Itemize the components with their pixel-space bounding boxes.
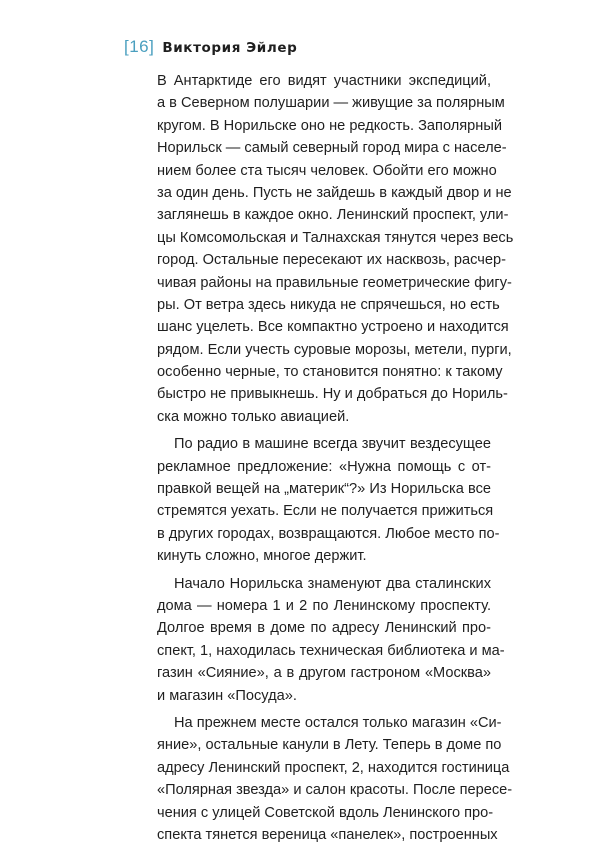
paragraph [157,712,513,846]
text-line: ры. От ветра здесь никуда не спрячешься, но есть [157,296,500,313]
text-line: кинуть сложно, многое держит. [157,548,367,565]
text-line: а в Северном полушарии — живущие за полярным [157,95,505,112]
text-line: газин «Сияние», а в другом гастроном «Москва» [157,665,491,682]
text-line: цы Комсомольская и Талнахская тянутся через весь [157,229,514,246]
body-text [157,70,514,846]
paragraph [157,70,514,428]
page-number: [16] [124,37,155,56]
text-line: ска можно только авиацией. [157,408,350,425]
text-line: чения с улицей Советской вдоль Ленинского про- [157,804,494,821]
paragraph [157,573,505,707]
text-line: быстро не привыкнешь. Ну и добраться до Нориль- [157,386,508,403]
text-line: спект, 1, находилась техническая библиотека и ма- [157,642,505,659]
text-line: чивая районы на правильные геометрические фигу- [157,274,512,291]
text-line: Долгое время в доме по адресу Ленинский про- [157,620,491,637]
text-line: На прежнем месте остался только магазин «Си- [174,714,502,731]
text-line: стремятся уехать. Если не получается прижиться [157,503,494,520]
text-line: спекта тянется вереница «панелек», построенных [157,826,498,843]
text-line: рядом. Если учесть суровые морозы, метели, пурги, [157,341,512,358]
text-line: город. Остальные пересекают их насквозь, расчер- [157,252,506,269]
text-line: нием более ста тысяч человек. Обойти его можно [157,162,497,179]
text-line: в других городах, возвращаются. Любое место по- [157,525,500,542]
text-line: за один день. Пусть не зайдешь в каждый двор и не [157,184,512,201]
text-line: особенно черные, то становится понятно: к такому [157,364,503,381]
text-line: «Полярная звезда» и салон красоты. После пересе- [157,782,513,799]
text-line: В Антарктиде его видят участники экспедиций, [157,73,491,89]
text-line: Норильск — самый северный город мира с населе- [157,140,507,157]
text-line: рекламное предложение: «Нужна помощь с от- [157,458,491,475]
text-line: заглянешь в каждое окно. Ленинский проспект, ули- [157,207,509,224]
text-line: шанс уцелеть. Все компактно устроено и находится [157,319,509,336]
text-line: яние», остальные канули в Лету. Теперь в доме по [157,737,502,754]
text-line: и магазин «Посуда». [157,687,297,704]
text-line: правкой вещей на „материк“?» Из Норильска все [157,481,491,498]
author-name: Виктория Эйлер [162,40,298,56]
text-line: дома — номера 1 и 2 по Ленинскому проспекту. [157,597,491,614]
paragraph [157,433,500,567]
text-line: Начало Норильска знаменуют два сталинских [174,575,491,592]
text-line: По радио в машине всегда звучит вездесущее [174,436,491,453]
text-line: кругом. В Норильске оно не редкость. Заполярный [157,117,502,134]
running-header [124,37,297,59]
text-line: адресу Ленинский проспект, 2, находится гостиница [157,759,510,776]
